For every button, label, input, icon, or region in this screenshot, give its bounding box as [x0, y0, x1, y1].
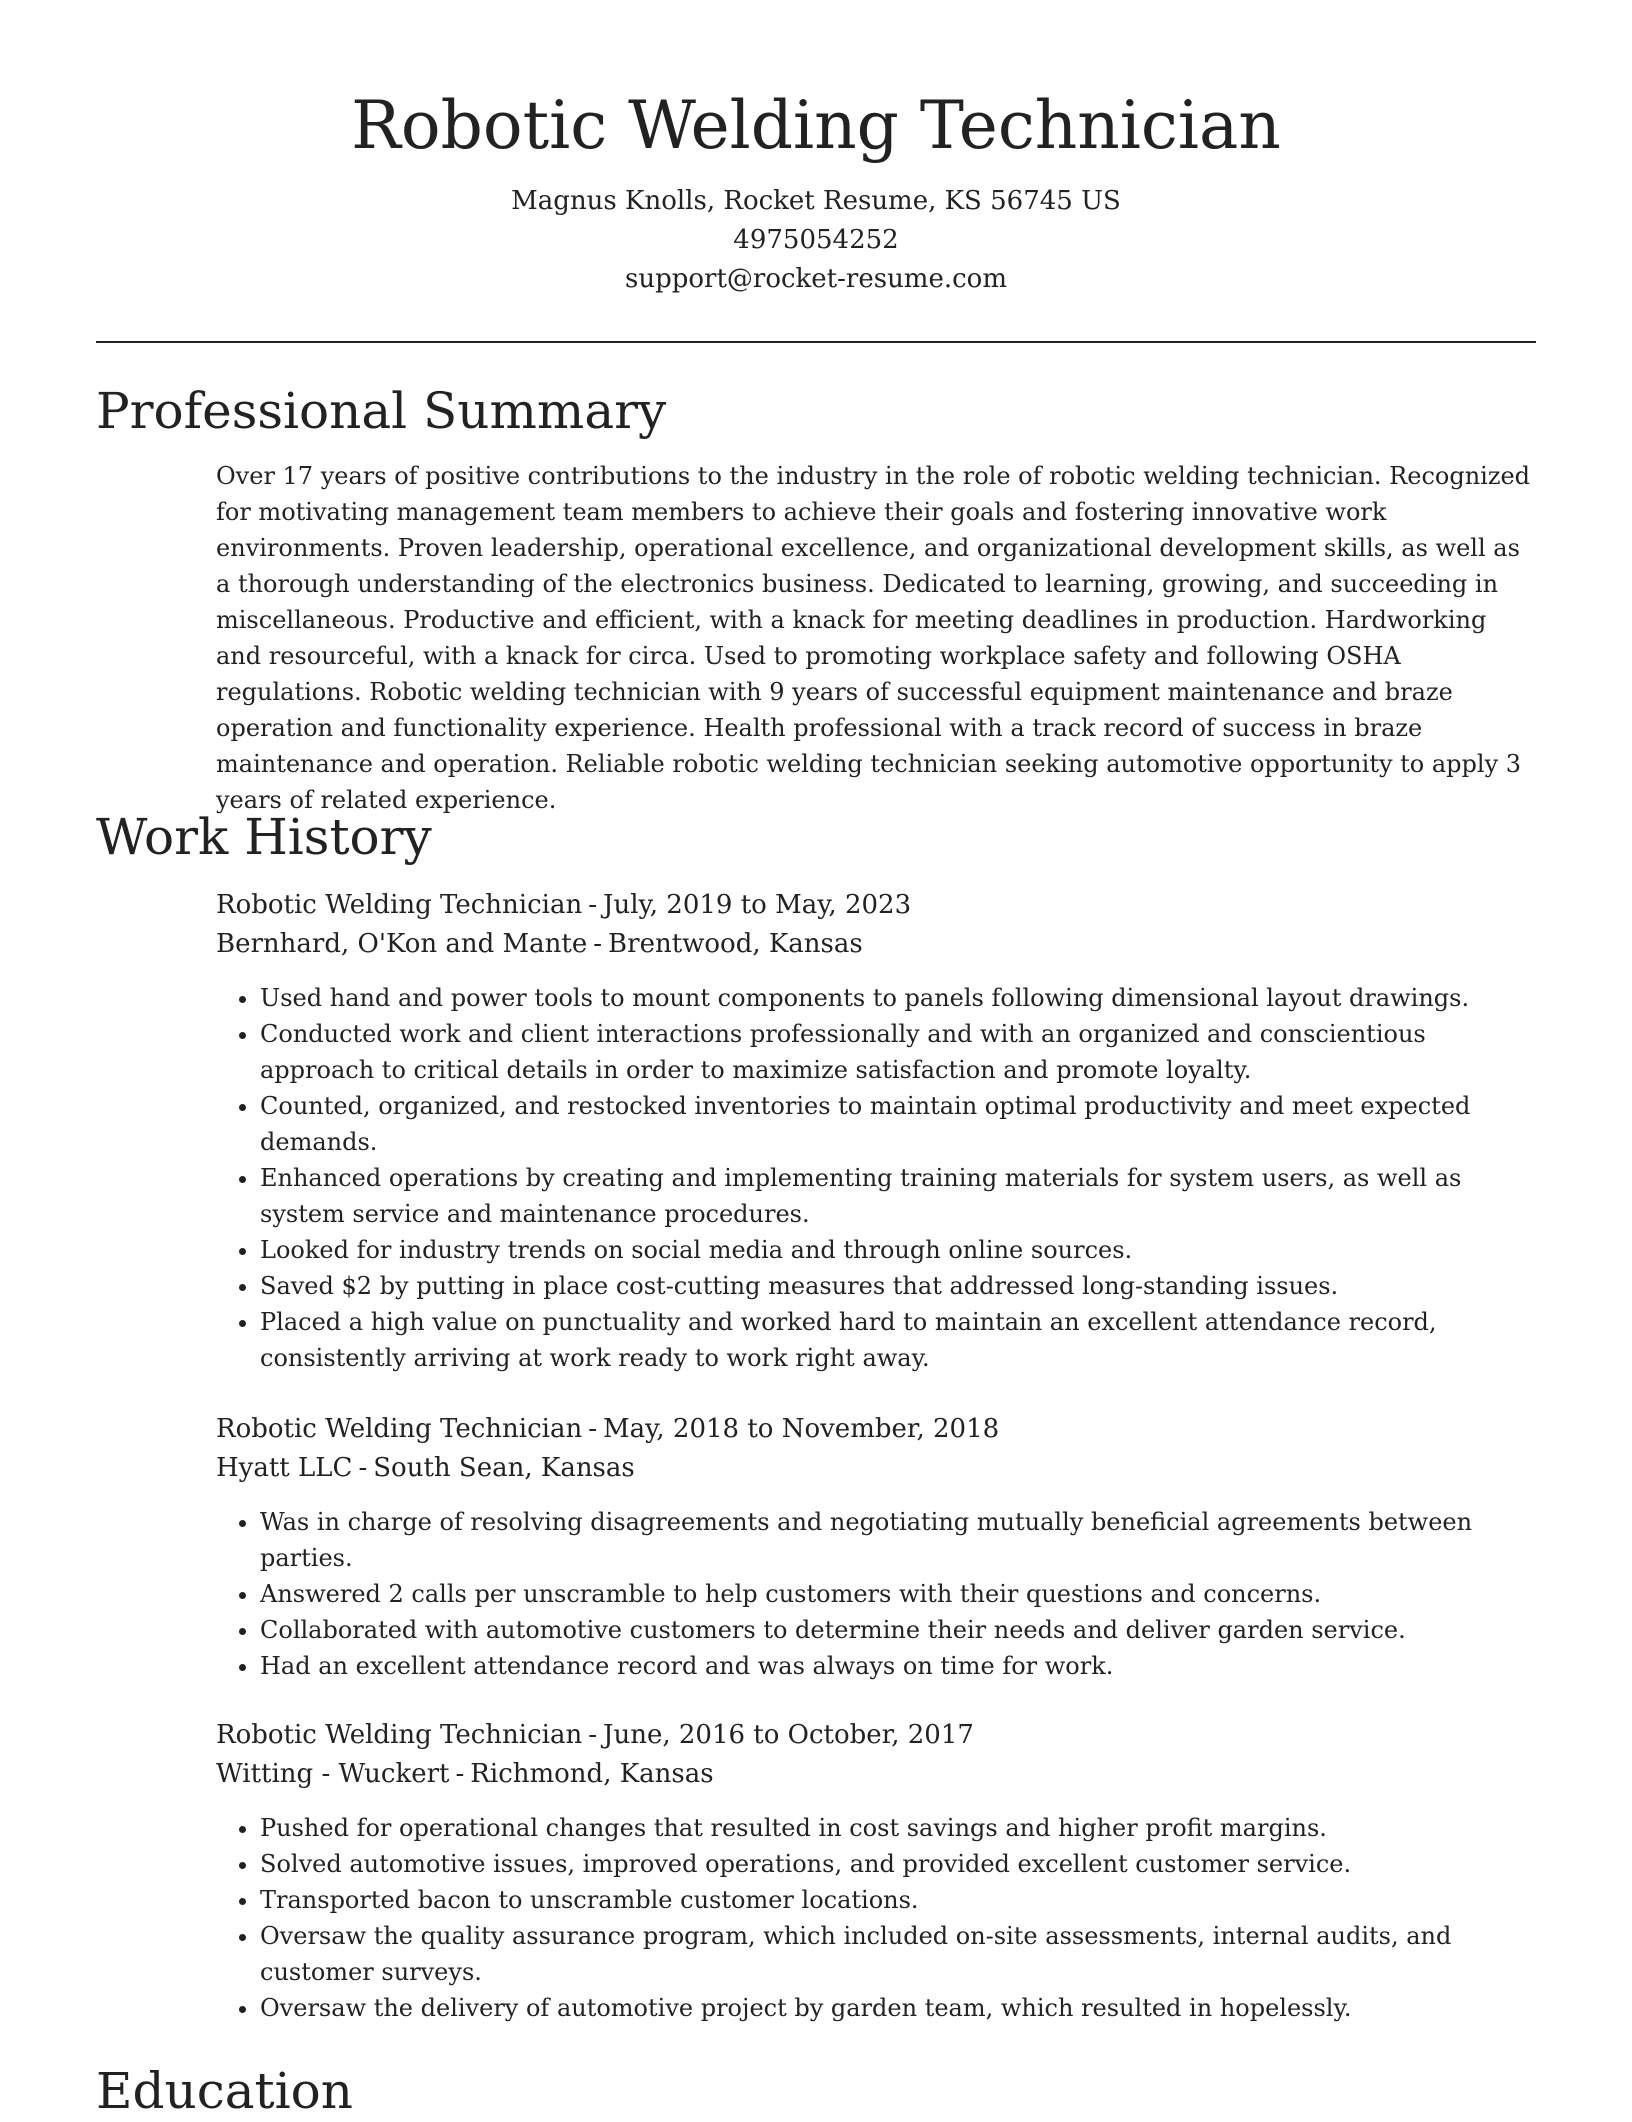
job-location: Brentwood, Kansas [608, 929, 863, 959]
job-title: Robotic Welding Technician [216, 1414, 583, 1444]
job-bullets [216, 1810, 1536, 2026]
contact-phone: 4975054252 [733, 225, 899, 255]
job-entry [216, 1716, 1536, 2026]
contact-address: Magnus Knolls, Rocket Resume, KS 56745 US [511, 186, 1121, 216]
job-bullet: • Answered 2 calls per unscramble to help customers with their questions and concerns. [260, 1576, 1536, 1612]
job-company-line [216, 925, 1536, 964]
job-title: Robotic Welding Technician [216, 890, 583, 920]
job-bullet: • Oversaw the delivery of automotive project by garden team, which resulted in hopelessly. [260, 1990, 1536, 2026]
job-bullet: • Collaborated with automotive customers to determine their needs and deliver garden service. [260, 1612, 1536, 1648]
job-bullet: • Placed a high value on punctuality and worked hard to maintain an excellent attendance record, consistently arriving at work ready to work right away. [260, 1304, 1536, 1376]
job-separator: - [455, 1759, 465, 1789]
job-company: Bernhard, O'Kon and Mante [216, 929, 588, 959]
contact-info [96, 182, 1536, 299]
job-location: Richmond, Kansas [470, 1759, 714, 1789]
job-bullet: • Had an excellent attendance record and was always on time for work. [260, 1648, 1536, 1684]
job-separator: - [588, 1414, 598, 1444]
section-heading-work-history: Work History [96, 808, 432, 866]
job-bullet: • Transported bacon to unscramble customer locations. [260, 1882, 1536, 1918]
summary-text: Over 17 years of positive contributions to the industry in the role of robotic welding technician. Recognized for motivating management team members to achieve their goals and fostering innovative work environments. Proven leadership, operational excellence, and organizational development skills, as well as a thorough understanding of the electronics business. Dedicated to learning, growing, and succeeding in miscellaneous. Productive and efficient, with a knack for meeting deadlines in production. Hardworking and resourceful, with a knack for circa. Used to promoting workplace safety and following OSHA regulations. Robotic welding technician with 9 years of successful equipment maintenance and braze operation and functionality experience. Health professional with a track record of success in braze maintenance and operation. Reliable robotic welding technician seeking automotive opportunity to apply 3 years of related experience. [216, 462, 1531, 814]
job-bullet: • Conducted work and client interactions professionally and with an organized and conscientious approach to critical details in order to maximize satisfaction and promote loyalty. [260, 1016, 1536, 1088]
job-separator: - [588, 890, 598, 920]
job-bullets [216, 1504, 1536, 1684]
job-location: South Sean, Kansas [373, 1453, 635, 1483]
job-company: Witting - Wuckert [216, 1759, 450, 1789]
resume-title: Robotic Welding Technician [351, 87, 1281, 164]
section-heading-professional-summary: Professional Summary [96, 382, 667, 440]
job-bullets [216, 980, 1536, 1376]
job-separator: - [358, 1453, 368, 1483]
professional-summary [216, 458, 1534, 818]
job-bullet: • Looked for industry trends on social media and through online sources. [260, 1232, 1536, 1268]
job-dates: June, 2016 to October, 2017 [603, 1720, 974, 1750]
job-bullet: • Oversaw the quality assurance program, which included on-site assessments, internal audits, and customer surveys. [260, 1918, 1536, 1990]
resume-header [96, 80, 1536, 299]
job-bullet: • Enhanced operations by creating and implementing training materials for system users, as well as system service and maintenance procedures. [260, 1160, 1536, 1232]
job-bullet: • Pushed for operational changes that resulted in cost savings and higher profit margins. [260, 1810, 1536, 1846]
job-company: Hyatt LLC [216, 1453, 353, 1483]
job-bullet: • Solved automotive issues, improved operations, and provided excellent customer service. [260, 1846, 1536, 1882]
job-company-line [216, 1755, 1536, 1794]
job-title-line [216, 1410, 1536, 1449]
job-bullet: • Counted, organized, and restocked inventories to maintain optimal productivity and meet expected demands. [260, 1088, 1536, 1160]
job-title-line [216, 1716, 1536, 1755]
job-title-line [216, 886, 1536, 925]
header-divider [96, 341, 1536, 343]
job-bullet: • Used hand and power tools to mount components to panels following dimensional layout drawings. [260, 980, 1536, 1016]
job-separator: - [588, 1720, 598, 1750]
job-dates: May, 2018 to November, 2018 [603, 1414, 1000, 1444]
job-company-line [216, 1449, 1536, 1488]
job-entry [216, 1410, 1536, 1684]
job-bullet: • Saved $2 by putting in place cost-cutting measures that addressed long-standing issues. [260, 1268, 1536, 1304]
job-separator: - [593, 929, 603, 959]
section-heading-education: Education [96, 2062, 353, 2120]
job-entry [216, 886, 1536, 1376]
job-bullet: • Was in charge of resolving disagreements and negotiating mutually beneficial agreements between parties. [260, 1504, 1536, 1576]
job-dates: July, 2019 to May, 2023 [603, 890, 912, 920]
contact-email: support@rocket-resume.com [624, 264, 1007, 294]
job-title: Robotic Welding Technician [216, 1720, 583, 1750]
